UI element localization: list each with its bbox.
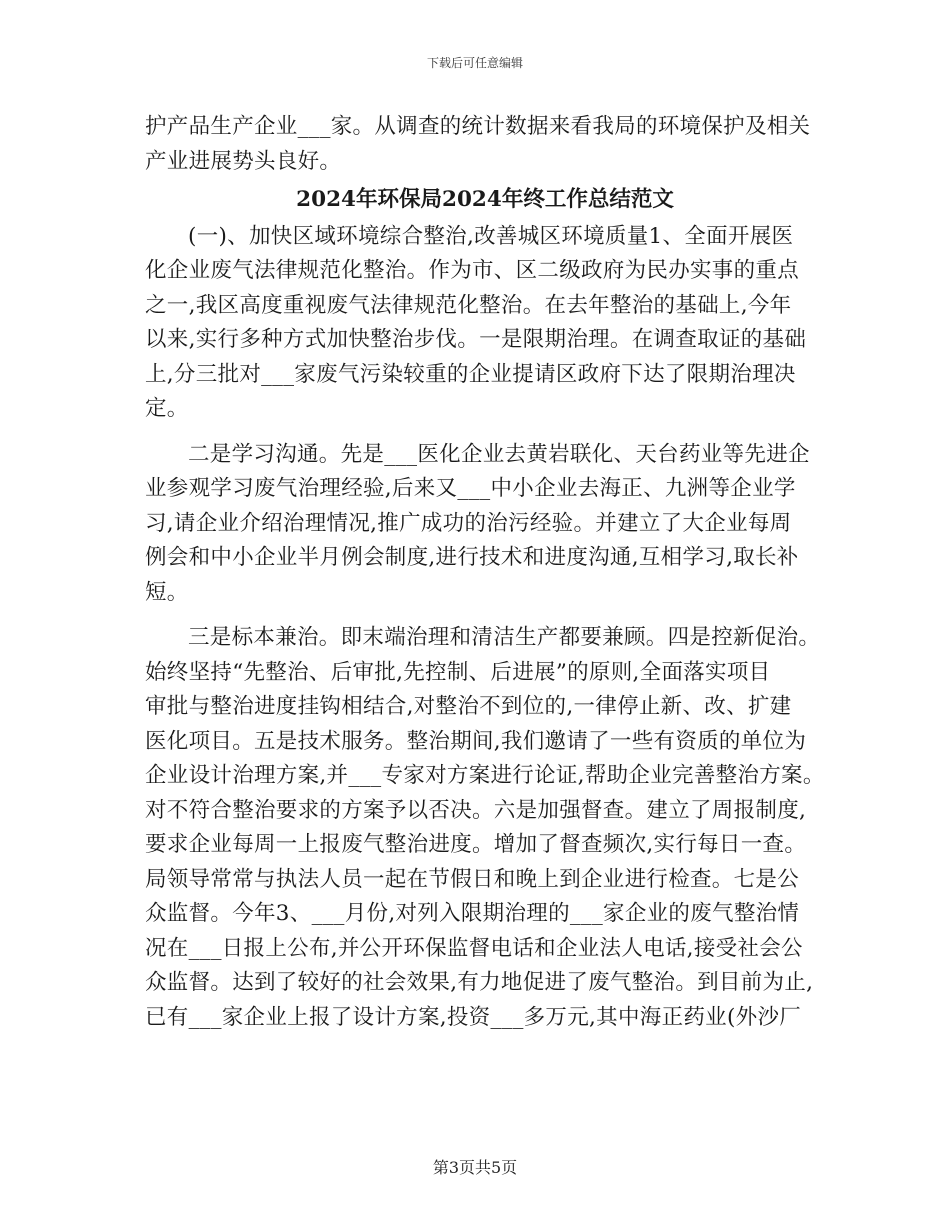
text-line: 审批与整治进度挂钩相结合,对整治不到位的,一律停止新、改、扩建 [145, 694, 792, 719]
document-title: 2024年环保局2024年终工作总结范文 [296, 187, 674, 212]
paragraph-1 [145, 220, 805, 427]
text-line: 三是标本兼治。即末端治理和清洁生产都要兼顾。四是控新促治。 [188, 625, 821, 650]
page-footer: 第3页共5页 [432, 1158, 518, 1177]
text-line: 医化项目。五是技术服务。整治期间,我们邀请了一些有资质的单位为 [145, 728, 807, 754]
text-line: 业参观学习废气治理经验,后来又___中小企业去海正、九洲等企业学 [145, 476, 796, 501]
text-line: 以来,实行多种方式加快整治步伐。一是限期治理。在调查取证的基础 [145, 327, 807, 352]
text-line: 之一,我区高度重视废气法律规范化整治。在去年整治的基础上,今年 [145, 292, 792, 318]
paragraph-2 [145, 438, 810, 611]
text-line: 对不符合整治要求的方案予以否决。六是加强督查。建立了周报制度, [145, 797, 807, 823]
text-line: 护产品生产企业___家。从调查的统计数据来看我局的环境保护及相关 [145, 114, 811, 139]
text-line: 要求企业每周一上报废气整治进度。增加了督查频次,实行每日一查。 [145, 832, 807, 857]
text-line: 定。 [145, 396, 189, 421]
text-line: 习,请企业介绍治理情况,推广成功的治污经验。并建立了大企业每周 [145, 510, 792, 536]
text-line: 企业设计治理方案,并___专家对方案进行论证,帮助企业完善整治方案。 [145, 763, 825, 788]
text-line: 产业进展势头良好。 [145, 148, 342, 174]
text-line: 始终坚持“先整治、后审批,先控制、后进展”的原则,全面落实项目 [145, 659, 771, 685]
text-line: 众监督。今年3、___月份,对列入限期治理的___家企业的废气整治情 [145, 901, 800, 926]
text-line: 短。 [145, 579, 189, 605]
paragraph-3 [145, 621, 825, 1035]
text-line: 例会和中小企业半月例会制度,进行技术和进度沟通,互相学习,取长补 [145, 545, 799, 570]
intro-paragraph [145, 110, 811, 179]
text-line: (一)、加快区域环境综合整治,改善城区环境质量1、全面开展医 [188, 223, 794, 249]
text-line: 局领导常常与执法人员一起在节假日和晚上到企业进行检查。七是公 [145, 866, 800, 892]
text-line: 已有___家企业上报了设计方案,投资___多万元,其中海正药业(外沙厂 [145, 1004, 802, 1030]
text-line: 化企业废气法律规范化整治。作为市、区二级政府为民办实事的重点 [145, 258, 800, 283]
page-header: 下载后可任意编辑 [426, 56, 523, 70]
text-line: 二是学习沟通。先是___医化企业去黄岩联化、天台药业等先进企 [188, 441, 810, 467]
text-line: 众监督。达到了较好的社会效果,有力地促进了废气整治。到目前为止, [145, 970, 814, 995]
document-body [145, 110, 825, 1035]
text-line: 上,分三批对___家废气污染较重的企业提请区政府下达了限期治理决 [145, 361, 796, 387]
text-line: 况在___日报上公布,并公开环保监督电话和企业法人电话,接受社会公 [145, 935, 803, 961]
